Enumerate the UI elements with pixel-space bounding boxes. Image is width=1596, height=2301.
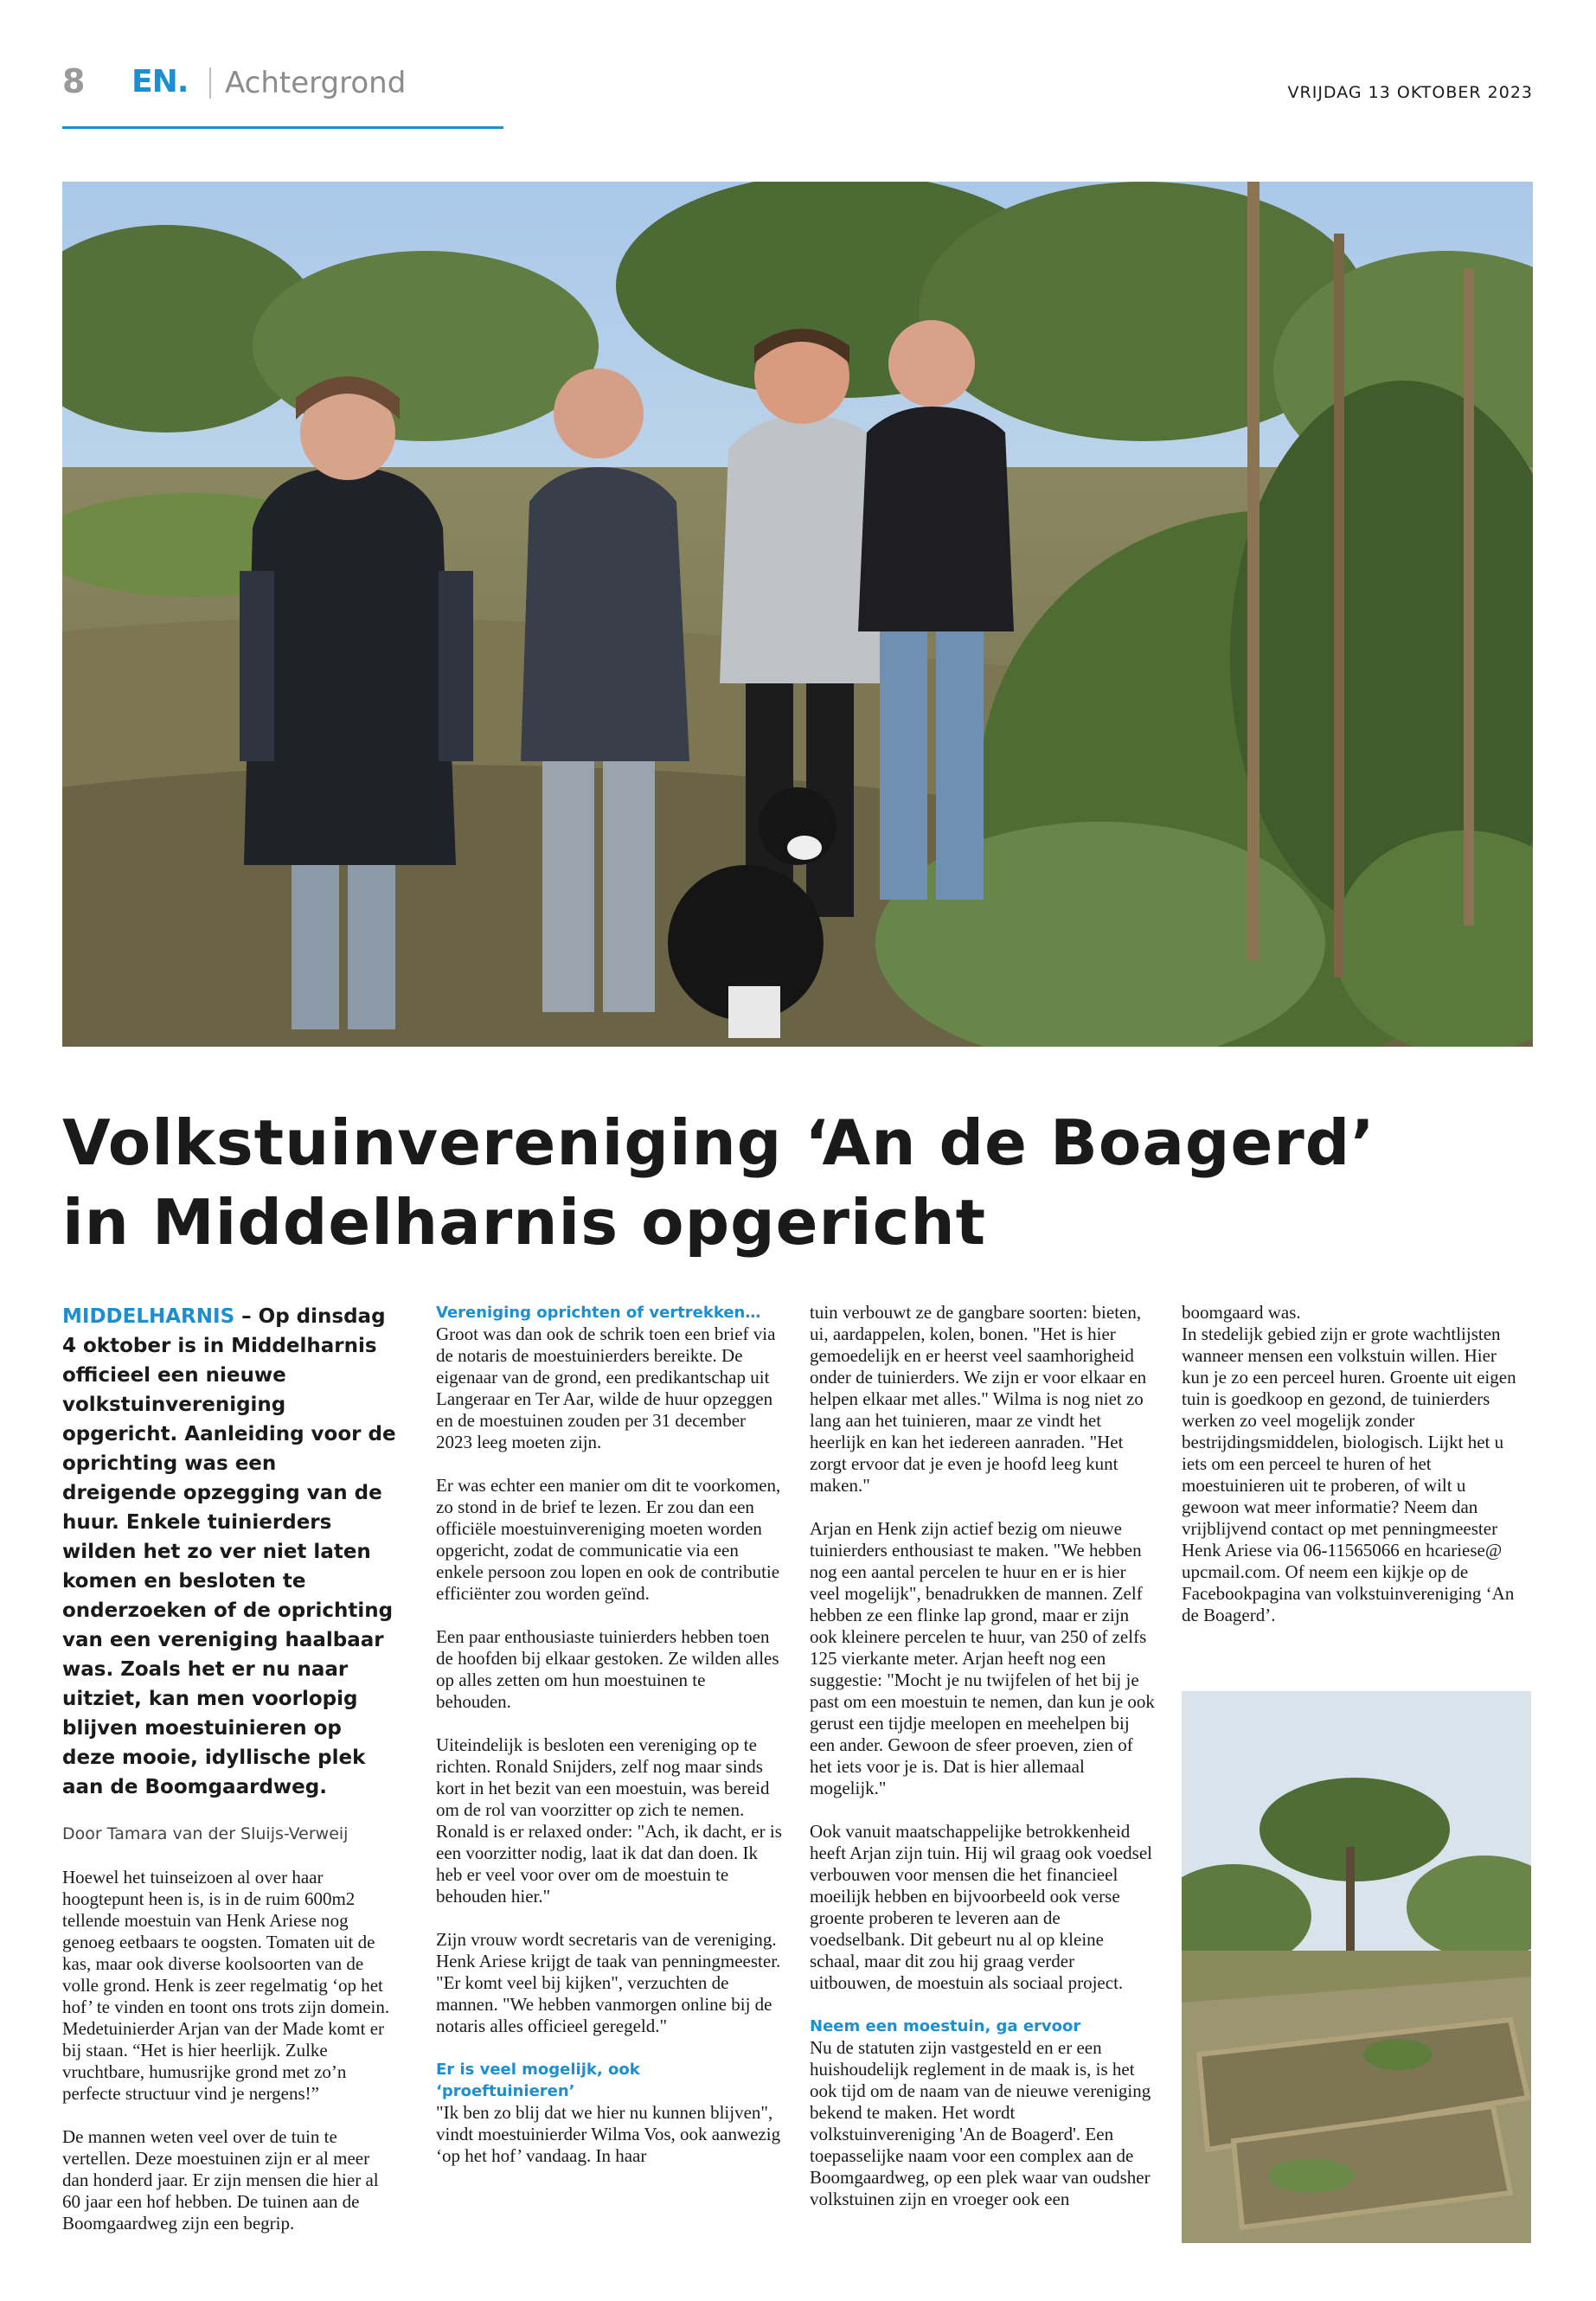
paragraph-text: "Ik ben zo blij dat we hier nu kunnen blijven", vindt moestuinierder Wilma Vos, ook aanwezig ‘op het hof’ vandaag. In haar [436,2102,781,2166]
page-number: 8 [62,62,86,100]
paragraph: In stedelijk gebied zijn er grote wachtlijsten wanneer mensen een volkstuin willen. Hier kun je zo een perceel huren. Groente uit eigen tuin is goedkoop en gezond, de tuinierders werken zo veel mogelijk zonder bestrijdingsmiddelen, biologisch. Lijkt het u iets om een perceel te huren of het moestuinieren uit te proberen, of wilt u gewoon wat meer informatie? Neem dan vrijblijvend contact op met penningmeester Henk Ariese via 06-11565066 en hcariese@ upcmail.com. Of neem een kijkje op de Facebookpagina van volkstuinvereniging ‘An de Boagerd’. [1182,1324,1516,1625]
paragraph-text: Nu de statuten zijn vastgesteld en er een huishoudelijk reglement in de maak is, is het ook tijd om de naam van de nieuwe vereniging bekend te maken. Het wordt volkstuinvereniging 'An de Boagerd'. Een toepasselijke naam voor een complex aan de Boomgaardweg, op een plek waar van oudsher volkstuinen zijn en vroeger ook een [810,2037,1151,2209]
paragraph: Arjan en Henk zijn actief bezig om nieuwe tuinierders enthousiast te maken. "We hebben nog een aantal percelen te huur en er is hier veel mogelijk", benadrukken de mannen. Zelf hebben ze een flinke lap grond, maar er zijn ook kleinere percelen te huur, van 250 of zelfs 125 vierkante meter. Arjan heeft nog een suggestie: "Mocht je nu twijfelen of het bij je past om een moestuin te nemen, dan kun je ook gerust een tijdje meelopen en meehelpen bij een ander. Gewoon de sfeer proeven, zien of het iets voor je is. Dat is hier allemaal mogelijk." [810,1518,1155,1798]
article-column-1 [62,1302,396,2256]
subhead-paragraph [436,1302,782,1453]
headline-line-1: Volkstuinvereniging ‘An de Boagerd’ [62,1106,1375,1179]
issue-date: VRIJDAG 13 OKTOBER 2023 [1287,83,1533,102]
lead-text: – Op dinsdag 4 oktober is in Middelharnis officieel een nieuwe volkstuinvereniging opgericht. Aanleiding voor de oprichting was een dreigende opzegging van de huur. Enkele tuinierders wilden het zo ver niet laten komen en besloten te onderzoeken of de oprichting van een vereniging haalbaar was. Zoals het er nu naar uitziet, kan men voorlopig blijven moestuinieren op deze mooie, idyllische plek aan de Boomgaardweg. [62,1305,396,1798]
subheading: Er is veel mogelijk, ook ‘proeftuinieren’ [436,2061,640,2100]
article-column-2 [436,1302,782,2167]
article-column-3 [810,1302,1156,2210]
header-divider [209,67,211,99]
article-lead [62,1302,396,1802]
main-photo [62,182,1533,1047]
byline: Door Tamara van der Sluijs-Verweij [62,1824,349,1843]
paragraph: Ook vanuit maatschappelijke betrokkenheid heeft Arjan zijn tuin. Hij wil graag ook voedsel verbouwen voor mensen die het financieel moeilijk hebben en bijvoorbeeld ook verse groente proberen te leveren aan de voedselbank. Dit gebeurt nu al op kleine schaal, maar dit zou hij graag verder uitbouwen, de moestuin als sociaal project. [810,1821,1152,1993]
paragraph: boomgaard was. [1182,1302,1301,1323]
subheading: Neem een moestuin, ga ervoor [810,2017,1081,2035]
dateline-place: MIDDELHARNIS [62,1305,235,1328]
paragraph: Er was echter een manier om dit te voorkomen, zo stond in de brief te lezen. Er zou dan een officiële moestuinvereniging moeten worden opgericht, zodat de communicatie via een enkele persoon zou lopen en ook de contributie efficiënter zou worden geïnd. [436,1475,781,1604]
page-header [62,61,1533,112]
section-label: Achtergrond [225,66,407,100]
paragraph: Een paar enthousiaste tuinierders hebben toen de hoofden bij elkaar gestoken. Ze wilden alles op alles zetten om hun moestuinen te behouden. [436,1626,779,1712]
subhead-paragraph [810,2016,1156,2210]
newspaper-logo: EN. [131,64,189,99]
paragraph: Zijn vrouw wordt secretaris van de vereniging. Henk Ariese krijgt de taak van penningmeester. "Er komt veel bij kijken", verzuchten de mannen. "We hebben vanmorgen online bij de notaris alles officieel geregeld." [436,1929,781,2036]
paragraph: Uiteindelijk is besloten een vereniging op te richten. Ronald Snijders, zelf nog maar sinds kort in het bezit van een moestuin, was bereid om de rol van voorzitter op zich te nemen. Ronald is er relaxed onder: "Ach, ik dacht, er is een voorzitter nodig, laat ik dat dan doen. Ik heb er veel voor over om de moestuin te behouden hier." [436,1734,782,1907]
paragraph: De mannen weten veel over de tuin te vertellen. Deze moestuinen zijn er al meer dan honderd jaar. Er zijn mensen die hier al 60 jaar een hof hebben. De tuinen aan de Boomgaardweg zijn een begrip. [62,2126,379,2234]
garden-photo [1182,1691,1531,2243]
header-rule [62,126,503,129]
headline-line-2: in Middelharnis opgericht [62,1186,987,1259]
subheading: Vereniging oprichten of vertrekken… [436,1304,761,1322]
paragraph: Hoewel het tuinseizoen al over haar hoogtepunt heen is, is in de ruim 600m2 tellende moestuin van Henk Ariese nog genoeg eetbaars te oogsten. Tomaten uit de kas, maar ook diverse koolsoorten van de volle grond. Henk is zeer regelmatig ‘op het hof’ te vinden en toont ons trots zijn domein. Medetuinierder Arjan van der Made komt er bij staan. “Het is hier heerlijk. Zulke vruchtbare, humusrijke grond met zo’n perfecte structuur vind je nergens!” [62,1867,390,2104]
paragraph: tuin verbouwt ze de gangbare soorten: bieten, ui, aardappelen, kolen, bonen. "Het is hier gemoedelijk en er heerst veel saamhorigheid onder de tuinierders. We zijn er voor elkaar en helpen elkaar met alles." Wilma is nog niet zo lang aan het tuinieren, maar ze vindt het heerlijk en kan het iedereen aanraden. "Het zorgt ervoor dat je even je hoofd leeg kunt maken." [810,1302,1147,1496]
article-headline [62,1103,1533,1262]
subhead-paragraph [436,2059,782,2167]
article-column-4 [1182,1302,1528,1648]
paragraph-text: Groot was dan ook de schrik toen een brief via de notaris de moestuinierders bereikte. De eigenaar van de grond, een predikantschap uit Langeraar en Ter Aar, wilde de huur opzeggen en de moestuinen zouden per 31 december 2023 leeg moeten zijn. [436,1324,776,1452]
